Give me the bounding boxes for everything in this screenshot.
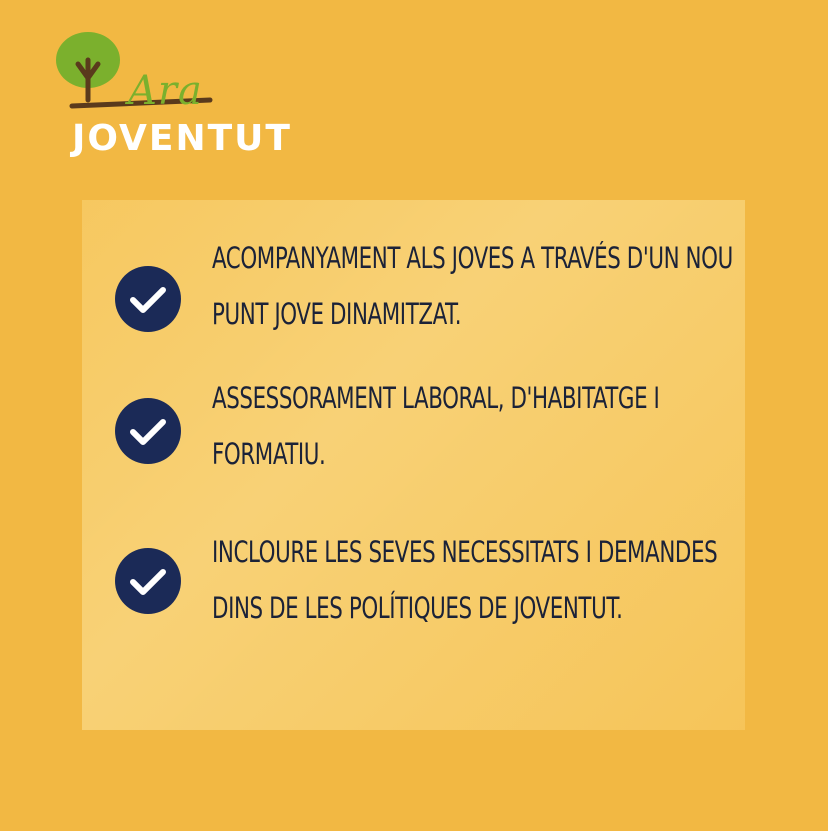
list-item-text: ASSESSORAMENT LABORAL, D'HABITATGE I FORMATIU. bbox=[212, 381, 660, 471]
logo bbox=[50, 30, 310, 170]
list-item-text: INCLOURE LES SEVES NECESSITATS I DEMANDES DINS DE LES POLÍTIQUES DE JOVENTUT. bbox=[212, 535, 718, 625]
logo-ara-text: Ara bbox=[128, 68, 203, 114]
list-item-text: ACOMPANYAMENT ALS JOVES A TRAVÉS D'UN NOU PUNT JOVE DINAMITZAT. bbox=[212, 241, 733, 331]
check-icon bbox=[115, 266, 181, 332]
check-icon bbox=[115, 548, 181, 614]
logo-title: JOVENTUT bbox=[72, 118, 292, 159]
check-icon bbox=[115, 398, 181, 464]
info-panel bbox=[82, 200, 745, 730]
